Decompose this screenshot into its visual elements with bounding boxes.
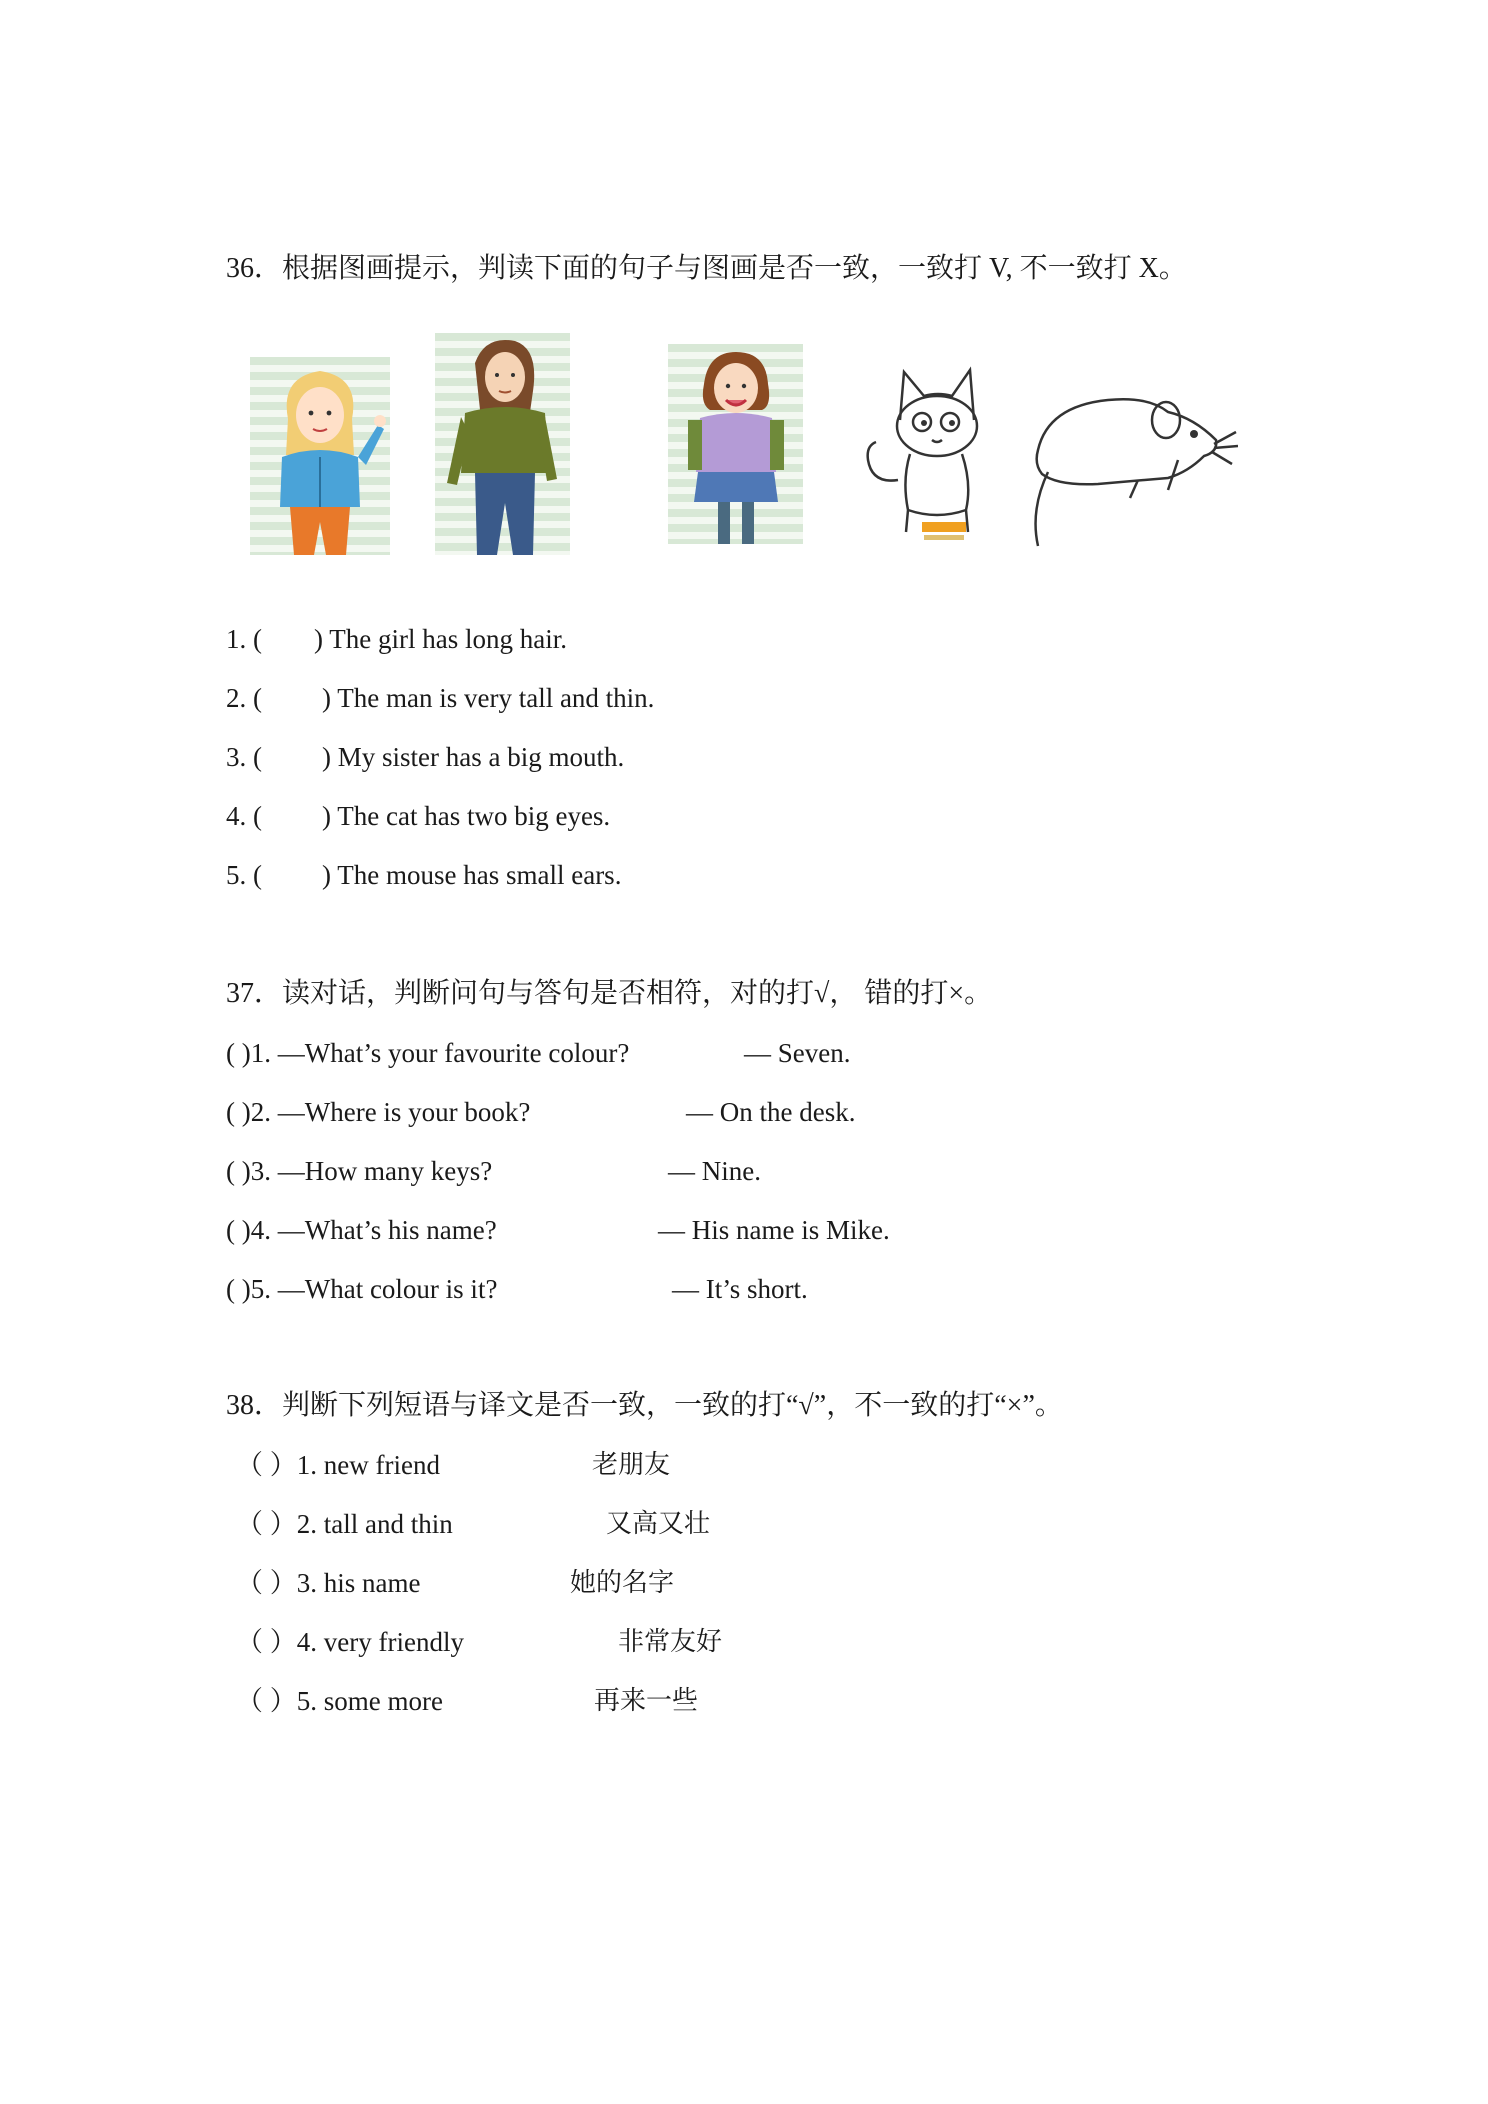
item-text: My sister has a big mouth. (337, 742, 625, 772)
dialogue-answer: — It’s short. (672, 1274, 808, 1304)
item-number: 2. ( (226, 683, 262, 713)
mouse-picture (1018, 360, 1238, 550)
phrase-english: （ ）2. tall and thin (236, 1509, 453, 1539)
item-text: The girl has long hair. (329, 624, 567, 654)
list-item (226, 681, 654, 715)
item-paren-close: ) (322, 742, 331, 772)
dialogue-question: ( )4. —What’s his name? (226, 1215, 497, 1245)
item-paren-close: ) (314, 624, 323, 654)
dialogue-question: ( )2. —Where is your book? (226, 1097, 531, 1127)
item-number: 5. ( (226, 860, 262, 890)
dialogue-question: ( )5. —What colour is it? (226, 1274, 498, 1304)
phrase-english: （ ）5. some more (236, 1686, 443, 1716)
cat-picture (862, 360, 992, 550)
item-text: The mouse has small ears. (337, 860, 622, 890)
phrase-english: （ ）4. very friendly (236, 1627, 464, 1657)
phrase-translation: 又高又壮 (606, 1509, 711, 1539)
girl-long-hair-picture (250, 357, 390, 555)
list-item (226, 799, 610, 833)
phrase-english: （ ）3. his name (236, 1568, 421, 1598)
phrase-translation: 非常友好 (618, 1627, 723, 1657)
item-number: 3. ( (226, 742, 262, 772)
phrase-translation: 老朋友 (592, 1450, 671, 1480)
list-item (226, 740, 624, 774)
item-number: 4. ( (226, 801, 262, 831)
item-number: 1. ( (226, 624, 262, 654)
dialogue-answer: — Nine. (668, 1156, 761, 1186)
item-paren-close: ) (322, 801, 331, 831)
q38-title: 38．判断下列短语与译文是否一致，一致的打“√”，不一致的打“×”。 (226, 1390, 1063, 1421)
item-paren-close: ) (322, 860, 331, 890)
phrase-translation: 再来一些 (594, 1686, 699, 1716)
list-item (226, 622, 567, 656)
dialogue-answer: — Seven. (744, 1038, 851, 1068)
phrase-english: （ ）1. new friend (236, 1450, 440, 1480)
item-paren-close: ) (322, 683, 331, 713)
item-text: The cat has two big eyes. (337, 801, 611, 831)
list-item (226, 858, 621, 892)
dialogue-answer: — His name is Mike. (658, 1215, 890, 1245)
dialogue-answer: — On the desk. (686, 1097, 856, 1127)
sister-big-mouth-picture (668, 344, 803, 544)
q36-title: 36．根据图画提示，判读下面的句子与图画是否一致，一致打 V, 不一致打 X。 (226, 253, 1187, 284)
q37-title: 37．读对话，判断问句与答句是否相符，对的打√， 错的打×。 (226, 978, 993, 1009)
phrase-translation: 她的名字 (570, 1568, 675, 1598)
dialogue-question: ( )1. —What’s your favourite colour? (226, 1038, 630, 1068)
dialogue-question: ( )3. —How many keys? (226, 1156, 493, 1186)
tall-thin-man-picture (435, 333, 570, 555)
item-text: The man is very tall and thin. (337, 683, 655, 713)
